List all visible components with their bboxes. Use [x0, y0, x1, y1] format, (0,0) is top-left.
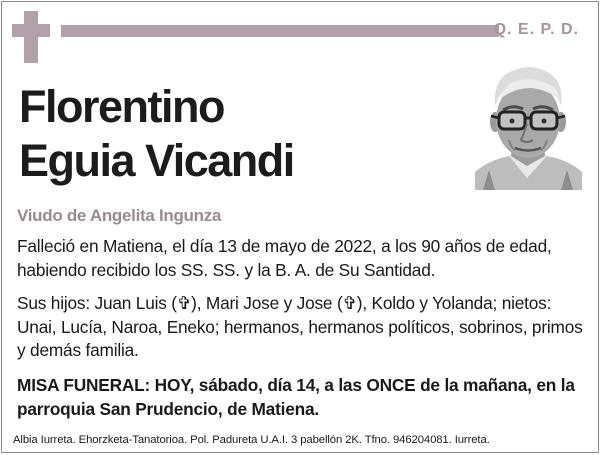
funeral-home-footer: Albia Iurreta. Ehorzketa-Tanatorioa. Pol. Padureta U.A.I. 3 pabellón 2K. Tfno. 946204081. Iurreta. [13, 434, 490, 446]
name-line-last: Eguia Vicandi [19, 135, 294, 186]
qepd-label: Q. E. P. D. [493, 21, 579, 38]
deceased-name [19, 80, 294, 188]
header-bar [61, 25, 499, 37]
portrait-photo [475, 60, 582, 190]
death-paragraph: Falleció en Matiena, el día 13 de mayo de 2022, a los 90 años de edad, habiendo recibido los SS. SS. y la B. A. de Su Santidad. [17, 236, 552, 280]
family-paragraph: Sus hijos: Juan Luis (✞), Mari Jose y Jose (✞), Koldo y Yolanda; nietos: Unai, Lucía, Naroa, Eneko; hermanos, hermanos políticos, sobrinos, primos y demás familia. [17, 293, 583, 360]
cross-icon [12, 11, 50, 63]
name-line-first: Florentino [19, 81, 224, 132]
widower-subtitle: Viudo de Angelita Ingunza [17, 206, 222, 225]
funeral-paragraph: MISA FUNERAL: HOY, sábado, día 14, a las ONCE de la mañana, en la parroquia San Prudencio, de Matiena. [17, 375, 575, 419]
obituary-card [1, 1, 599, 453]
